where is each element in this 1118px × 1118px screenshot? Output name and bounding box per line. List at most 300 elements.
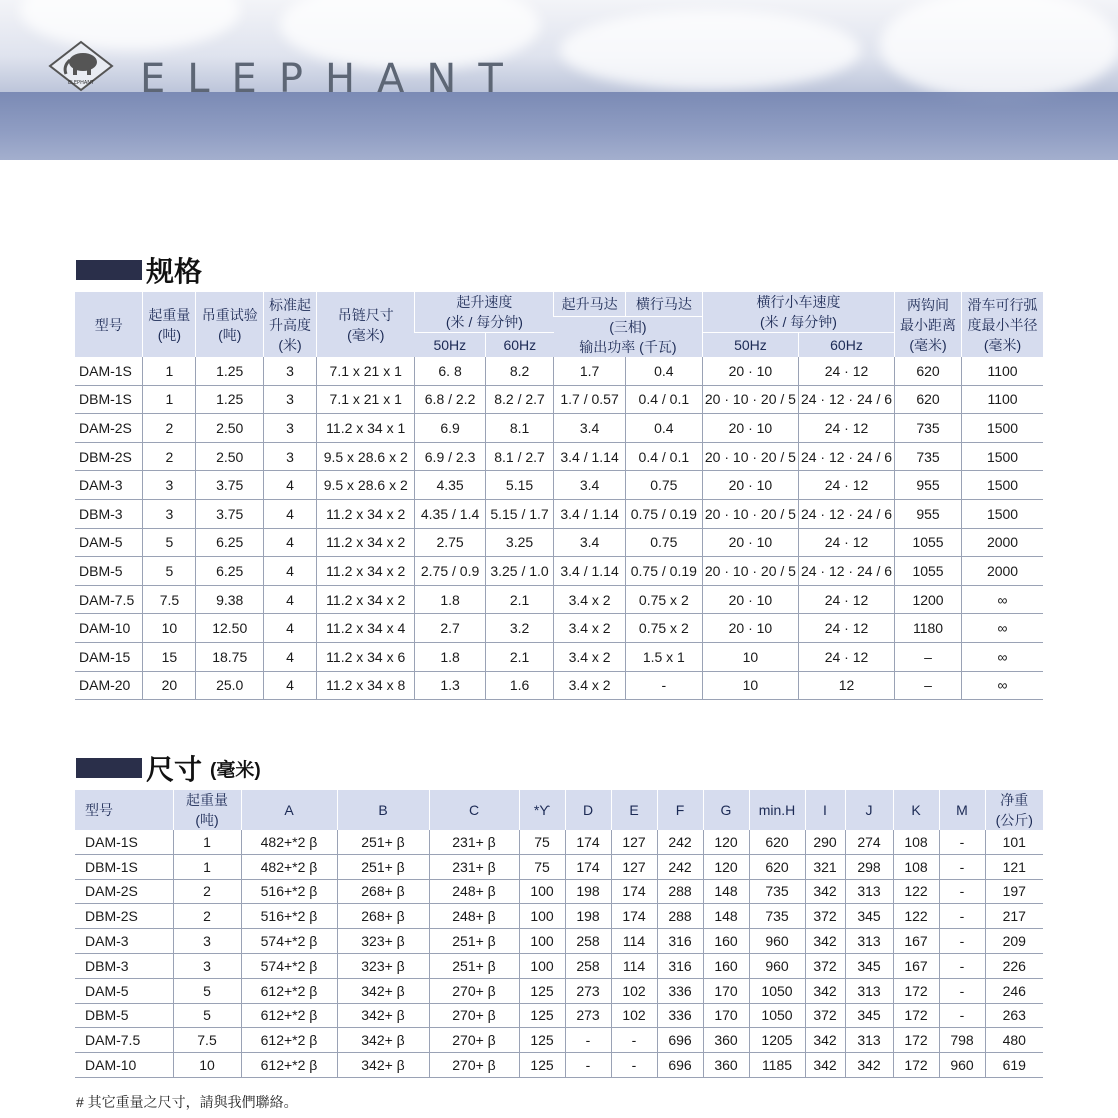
table-cell: 160 — [703, 953, 749, 978]
table-cell: 242 — [657, 854, 703, 879]
table-cell: DAM-10 — [75, 1053, 173, 1078]
table-cell: 24 · 12 · 24 / 6 — [798, 385, 894, 414]
table-cell: 955 — [895, 471, 962, 500]
table-cell: DAM-5 — [75, 978, 173, 1003]
table-cell: 1500 — [962, 471, 1043, 500]
table-cell: 0.75 x 2 — [625, 614, 702, 643]
table-cell: 372 — [805, 1003, 845, 1028]
table-cell: 24 · 12 · 24 / 6 — [798, 499, 894, 528]
table-row — [75, 557, 1043, 586]
table-cell: DBM-3 — [75, 953, 173, 978]
table-cell: 360 — [703, 1028, 749, 1053]
table-cell: 10 — [702, 671, 798, 700]
table-cell: 18.75 — [196, 642, 264, 671]
table-cell: 198 — [565, 879, 611, 904]
table-cell: 20 · 10 — [702, 528, 798, 557]
table-cell: 342 — [805, 1028, 845, 1053]
table-cell: 15 — [143, 642, 196, 671]
table-cell: 1500 — [962, 442, 1043, 471]
table-cell: 174 — [565, 830, 611, 854]
table-cell: 1.8 — [415, 585, 485, 614]
table-row — [75, 830, 1043, 854]
brand-name: ELEPHANT — [140, 56, 525, 102]
table-cell: 313 — [845, 978, 893, 1003]
table-cell: 125 — [519, 1028, 565, 1053]
table-cell: 480 — [985, 1028, 1043, 1053]
table-cell: 342 — [805, 978, 845, 1003]
table-cell: 1055 — [895, 557, 962, 586]
header-trolley-60hz: 60Hz — [798, 333, 894, 358]
table-cell: 170 — [703, 978, 749, 1003]
table-cell: 10 — [173, 1053, 241, 1078]
table-cell: 251+ β — [429, 929, 519, 954]
table-cell: 120 — [703, 830, 749, 854]
table-cell: 209 — [985, 929, 1043, 954]
table-cell: 313 — [845, 1028, 893, 1053]
dims-header-cell: min.H — [749, 790, 805, 830]
table-cell: 612+*2 β — [241, 1053, 337, 1078]
table-cell: 3.75 — [196, 471, 264, 500]
header-motor-lift: 起升马达 — [554, 292, 625, 317]
table-cell: 0.75 — [625, 471, 702, 500]
header-trolley-50hz: 50Hz — [702, 333, 798, 358]
table-cell: 288 — [657, 879, 703, 904]
table-cell: 258 — [565, 929, 611, 954]
table-cell: 1180 — [895, 614, 962, 643]
table-cell: 342+ β — [337, 1028, 429, 1053]
table-cell: 20 · 10 · 20 / 5 — [702, 385, 798, 414]
table-cell: 167 — [893, 929, 939, 954]
table-cell: DBM-3 — [75, 499, 143, 528]
table-cell: 372 — [805, 953, 845, 978]
table-cell: 1200 — [895, 585, 962, 614]
table-cell: 4 — [264, 585, 317, 614]
table-row — [75, 499, 1043, 528]
table-cell: 1.25 — [196, 357, 264, 385]
table-cell: 620 — [895, 385, 962, 414]
table-cell: 127 — [611, 830, 657, 854]
table-cell: DBM-5 — [75, 1003, 173, 1028]
table-cell: – — [895, 642, 962, 671]
table-cell: 5 — [173, 1003, 241, 1028]
table-cell: 24 · 12 — [798, 414, 894, 443]
table-cell: 696 — [657, 1028, 703, 1053]
dims-header-cell: K — [893, 790, 939, 830]
header-motor-travel: 横行马达 — [625, 292, 702, 317]
table-cell: 273 — [565, 978, 611, 1003]
table-cell: 342 — [845, 1053, 893, 1078]
table-cell: 258 — [565, 953, 611, 978]
table-row — [75, 904, 1043, 929]
table-cell: 251+ β — [337, 854, 429, 879]
table-cell: 574+*2 β — [241, 953, 337, 978]
title-bar-decoration — [76, 758, 142, 778]
table-cell: 345 — [845, 904, 893, 929]
table-cell: 1100 — [962, 385, 1043, 414]
table-cell: ∞ — [962, 614, 1043, 643]
dims-header-cell: *ϒ — [519, 790, 565, 830]
table-cell: - — [939, 879, 985, 904]
table-cell: 270+ β — [429, 1028, 519, 1053]
table-cell: 1 — [173, 830, 241, 854]
table-cell: 316 — [657, 953, 703, 978]
table-cell: 345 — [845, 1003, 893, 1028]
table-cell: 2000 — [962, 528, 1043, 557]
header-hook-distance: 两钩间 最小距离 (毫米) — [895, 292, 962, 357]
table-cell: 619 — [985, 1053, 1043, 1078]
table-cell: DAM-3 — [75, 471, 143, 500]
table-cell: 172 — [893, 1003, 939, 1028]
table-cell: 298 — [845, 854, 893, 879]
table-cell: 20 · 10 · 20 / 5 — [702, 499, 798, 528]
table-cell: 3.4 — [554, 471, 625, 500]
table-cell: 172 — [893, 978, 939, 1003]
table-cell: 7.1 x 21 x 1 — [317, 357, 415, 385]
dims-header-cell: C — [429, 790, 519, 830]
elephant-logo-icon — [48, 40, 114, 92]
table-cell: 2.75 — [415, 528, 485, 557]
table-row — [75, 854, 1043, 879]
table-cell: 323+ β — [337, 929, 429, 954]
dims-header-cell: 型号 — [75, 790, 173, 830]
table-cell: 2.7 — [415, 614, 485, 643]
table-cell: - — [611, 1028, 657, 1053]
table-cell: 3.4 / 1.14 — [554, 557, 625, 586]
table-cell: 167 — [893, 953, 939, 978]
table-cell: 197 — [985, 879, 1043, 904]
table-cell: 735 — [749, 879, 805, 904]
table-cell: 1.7 — [554, 357, 625, 385]
table-cell: 336 — [657, 1003, 703, 1028]
table-cell: 342 — [805, 879, 845, 904]
table-cell: 24 · 12 — [798, 585, 894, 614]
table-cell: 4.35 / 1.4 — [415, 499, 485, 528]
table-cell: 1.5 x 1 — [625, 642, 702, 671]
table-cell: 251+ β — [429, 953, 519, 978]
dims-header-cell: B — [337, 790, 429, 830]
table-cell: 3.4 x 2 — [554, 585, 625, 614]
table-cell: DAM-1S — [75, 830, 173, 854]
table-cell: 102 — [611, 978, 657, 1003]
dims-table — [75, 790, 1043, 1078]
header-chain: 吊链尺寸 (毫米) — [317, 292, 415, 357]
table-cell: 174 — [611, 879, 657, 904]
table-cell: 9.5 x 28.6 x 2 — [317, 471, 415, 500]
table-cell: 122 — [893, 879, 939, 904]
table-cell: 1.7 / 0.57 — [554, 385, 625, 414]
table-cell: 5.15 / 1.7 — [485, 499, 554, 528]
table-cell: 612+*2 β — [241, 1028, 337, 1053]
table-cell: 1 — [143, 385, 196, 414]
table-row — [75, 1053, 1043, 1078]
table-cell: 290 — [805, 830, 845, 854]
table-cell: 3.4 x 2 — [554, 614, 625, 643]
table-cell: 268+ β — [337, 879, 429, 904]
table-row — [75, 471, 1043, 500]
table-cell: 231+ β — [429, 830, 519, 854]
table-cell: 12.50 — [196, 614, 264, 643]
table-cell: 6.9 — [415, 414, 485, 443]
table-cell: 4 — [264, 557, 317, 586]
table-cell: 6.8 / 2.2 — [415, 385, 485, 414]
table-cell: 1185 — [749, 1053, 805, 1078]
table-cell: 172 — [893, 1028, 939, 1053]
table-cell: DAM-3 — [75, 929, 173, 954]
table-cell: 24 · 12 — [798, 357, 894, 385]
table-cell: 2.50 — [196, 414, 264, 443]
table-cell: 1 — [173, 854, 241, 879]
table-cell: 75 — [519, 854, 565, 879]
dims-header-cell: J — [845, 790, 893, 830]
table-cell: - — [939, 1003, 985, 1028]
table-cell: 6.9 / 2.3 — [415, 442, 485, 471]
table-cell: DAM-5 — [75, 528, 143, 557]
table-cell: 1050 — [749, 978, 805, 1003]
header-lift-speed: 起升速度 (米 / 每分钟) — [415, 292, 554, 333]
banner-band — [0, 92, 1118, 160]
table-cell: 11.2 x 34 x 2 — [317, 499, 415, 528]
table-cell: 1205 — [749, 1028, 805, 1053]
table-cell: 120 — [703, 854, 749, 879]
footnote: # 其它重量之尺寸，請與我們聯絡。 — [76, 1094, 298, 1110]
header-capacity: 起重量 (吨) — [143, 292, 196, 357]
table-cell: 3.25 / 1.0 — [485, 557, 554, 586]
dims-header-cell: M — [939, 790, 985, 830]
table-cell: 516+*2 β — [241, 879, 337, 904]
table-cell: 20 — [143, 671, 196, 700]
header-lift-60hz: 60Hz — [485, 333, 554, 358]
table-cell: 960 — [939, 1053, 985, 1078]
table-cell: 6. 8 — [415, 357, 485, 385]
table-cell: 6.25 — [196, 557, 264, 586]
table-cell: 3.25 — [485, 528, 554, 557]
table-row — [75, 614, 1043, 643]
table-cell: - — [939, 953, 985, 978]
table-cell: 75 — [519, 830, 565, 854]
table-cell: 516+*2 β — [241, 904, 337, 929]
table-cell: 5.15 — [485, 471, 554, 500]
table-cell: 342+ β — [337, 1053, 429, 1078]
table-cell: 1.8 — [415, 642, 485, 671]
table-cell: 612+*2 β — [241, 1003, 337, 1028]
table-cell: 960 — [749, 929, 805, 954]
table-cell: 172 — [893, 1053, 939, 1078]
table-cell: – — [895, 671, 962, 700]
dims-section-title — [76, 748, 261, 788]
table-cell: - — [939, 854, 985, 879]
table-cell: 4 — [264, 614, 317, 643]
table-cell: 735 — [749, 904, 805, 929]
table-cell: 1055 — [895, 528, 962, 557]
table-cell: 20 · 10 — [702, 585, 798, 614]
table-row — [75, 642, 1043, 671]
table-cell: 4 — [264, 499, 317, 528]
table-cell: 2 — [143, 414, 196, 443]
table-cell: 612+*2 β — [241, 978, 337, 1003]
table-cell: 268+ β — [337, 904, 429, 929]
table-cell: 316 — [657, 929, 703, 954]
table-cell: 3 — [143, 471, 196, 500]
table-cell: 9.38 — [196, 585, 264, 614]
table-row — [75, 879, 1043, 904]
table-row — [75, 528, 1043, 557]
table-cell: 321 — [805, 854, 845, 879]
table-row — [75, 671, 1043, 700]
table-cell: 24 · 12 — [798, 528, 894, 557]
table-cell: 360 — [703, 1053, 749, 1078]
table-cell: 4 — [264, 528, 317, 557]
dims-header-cell: I — [805, 790, 845, 830]
table-cell: 342+ β — [337, 1003, 429, 1028]
header-test-load: 吊重试验 (吨) — [196, 292, 264, 357]
table-cell: 0.4 / 0.1 — [625, 442, 702, 471]
table-cell: 342 — [805, 929, 845, 954]
table-cell: ∞ — [962, 671, 1043, 700]
table-cell: 2.50 — [196, 442, 264, 471]
table-cell: 174 — [565, 854, 611, 879]
table-cell: 20 · 10 — [702, 414, 798, 443]
table-cell: 2 — [173, 879, 241, 904]
table-cell: 198 — [565, 904, 611, 929]
table-cell: 3.4 — [554, 414, 625, 443]
table-cell: DAM-10 — [75, 614, 143, 643]
table-cell: 7.5 — [173, 1028, 241, 1053]
table-cell: 3.4 — [554, 528, 625, 557]
table-cell: 25.0 — [196, 671, 264, 700]
table-cell: 574+*2 β — [241, 929, 337, 954]
table-cell: 1500 — [962, 414, 1043, 443]
table-cell: 620 — [749, 830, 805, 854]
table-cell: 20 · 10 — [702, 357, 798, 385]
header-radius: 滑车可行弧 度最小半径 (毫米) — [962, 292, 1043, 357]
table-cell: DAM-2S — [75, 414, 143, 443]
table-cell: - — [939, 978, 985, 1003]
table-cell: 3 — [264, 414, 317, 443]
table-row — [75, 953, 1043, 978]
table-cell: 313 — [845, 929, 893, 954]
table-cell: 735 — [895, 442, 962, 471]
table-cell: 122 — [893, 904, 939, 929]
header-motor-sub: (三相) 输出功率 (千瓦) — [554, 317, 703, 358]
table-cell: 4 — [264, 471, 317, 500]
table-cell: 127 — [611, 854, 657, 879]
table-cell: 0.4 — [625, 414, 702, 443]
table-cell: DBM-1S — [75, 854, 173, 879]
table-cell: 313 — [845, 879, 893, 904]
table-cell: 323+ β — [337, 953, 429, 978]
table-cell: 12 — [798, 671, 894, 700]
table-cell: 10 — [702, 642, 798, 671]
table-cell: 2.75 / 0.9 — [415, 557, 485, 586]
table-cell: 101 — [985, 830, 1043, 854]
table-cell: - — [939, 830, 985, 854]
table-cell: 336 — [657, 978, 703, 1003]
table-cell: 174 — [611, 904, 657, 929]
table-cell: 8.1 — [485, 414, 554, 443]
table-cell: 24 · 12 · 24 / 6 — [798, 442, 894, 471]
table-cell: 8.2 — [485, 357, 554, 385]
table-cell: 125 — [519, 1003, 565, 1028]
table-cell: 11.2 x 34 x 8 — [317, 671, 415, 700]
title-bar-decoration — [76, 260, 142, 280]
header-model: 型号 — [75, 292, 143, 357]
table-cell: 100 — [519, 904, 565, 929]
table-row — [75, 385, 1043, 414]
table-cell: 274 — [845, 830, 893, 854]
table-cell: DAM-2S — [75, 879, 173, 904]
table-cell: 3 — [264, 357, 317, 385]
spec-title: 规格 — [146, 256, 203, 287]
table-row — [75, 357, 1043, 385]
table-row — [75, 1028, 1043, 1053]
table-cell: 231+ β — [429, 854, 519, 879]
table-cell: 735 — [895, 414, 962, 443]
header-trolley-speed: 横行小车速度 (米 / 每分钟) — [702, 292, 894, 333]
table-cell: DAM-7.5 — [75, 585, 143, 614]
table-cell: 2 — [173, 904, 241, 929]
header-lift-50hz: 50Hz — [415, 333, 485, 358]
table-cell: 11.2 x 34 x 2 — [317, 585, 415, 614]
table-cell: 3 — [173, 929, 241, 954]
table-cell: 482+*2 β — [241, 830, 337, 854]
table-cell: DBM-2S — [75, 442, 143, 471]
table-cell: 3 — [143, 499, 196, 528]
table-cell: 3 — [264, 385, 317, 414]
table-cell: 0.75 — [625, 528, 702, 557]
table-cell: 170 — [703, 1003, 749, 1028]
table-cell: ∞ — [962, 642, 1043, 671]
table-row — [75, 978, 1043, 1003]
table-cell: 11.2 x 34 x 1 — [317, 414, 415, 443]
table-cell: DBM-1S — [75, 385, 143, 414]
table-cell: ∞ — [962, 585, 1043, 614]
table-cell: 3.4 x 2 — [554, 671, 625, 700]
table-row — [75, 1003, 1043, 1028]
table-cell: 3.4 x 2 — [554, 642, 625, 671]
table-cell: 24 · 12 — [798, 642, 894, 671]
table-row — [75, 929, 1043, 954]
table-cell: 3 — [173, 953, 241, 978]
table-cell: 114 — [611, 953, 657, 978]
dims-header-cell: A — [241, 790, 337, 830]
table-cell: 20 · 10 · 20 / 5 — [702, 442, 798, 471]
dims-header-cell: E — [611, 790, 657, 830]
table-cell: 148 — [703, 879, 749, 904]
dims-header-cell: 净重 (公斤) — [985, 790, 1043, 830]
table-cell: 1100 — [962, 357, 1043, 385]
table-cell: 8.2 / 2.7 — [485, 385, 554, 414]
table-cell: 4 — [264, 642, 317, 671]
table-cell: 125 — [519, 978, 565, 1003]
spec-section-title — [76, 250, 202, 290]
table-cell: 270+ β — [429, 1003, 519, 1028]
table-cell: 24 · 12 — [798, 471, 894, 500]
table-cell: 482+*2 β — [241, 854, 337, 879]
table-cell: DAM-15 — [75, 642, 143, 671]
table-cell: 5 — [173, 978, 241, 1003]
table-cell: 270+ β — [429, 1053, 519, 1078]
table-cell: 263 — [985, 1003, 1043, 1028]
table-cell: 288 — [657, 904, 703, 929]
table-cell: - — [939, 929, 985, 954]
table-cell: 11.2 x 34 x 2 — [317, 557, 415, 586]
table-cell: DBM-2S — [75, 904, 173, 929]
table-cell: 108 — [893, 830, 939, 854]
table-cell: 2 — [143, 442, 196, 471]
dims-title: 尺寸 — [146, 754, 203, 785]
table-cell: 4.35 — [415, 471, 485, 500]
dims-header-cell: F — [657, 790, 703, 830]
